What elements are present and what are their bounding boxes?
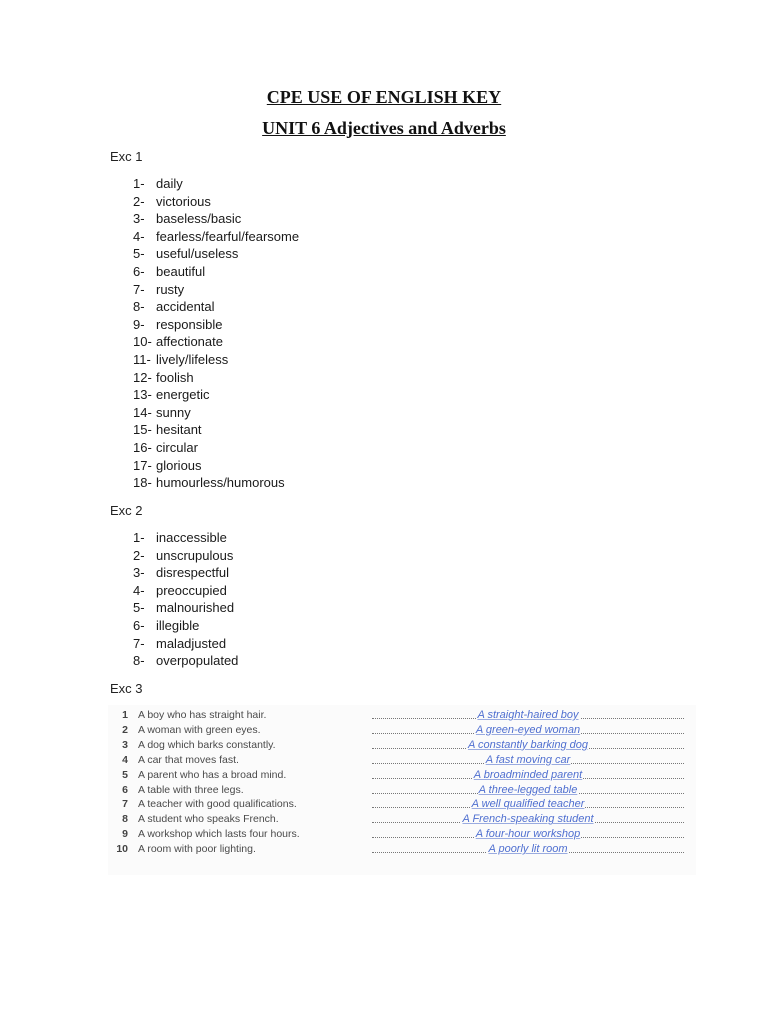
answer-number: 3- [133,211,145,227]
answer-item [133,404,299,422]
row-number: 7 [122,798,128,811]
row-prompt: A room with poor lighting. [138,843,256,856]
exercise-1-answer-list [133,175,299,492]
answer-text: A well qualified teacher [471,798,585,811]
row-number: 4 [122,753,128,766]
row-number: 10 [116,843,128,856]
answer-number: 1- [133,530,145,545]
answer-text: A green-eyed woman [475,723,581,736]
answer-item [133,617,238,635]
answer-item [133,333,299,351]
answer-text: A four-hour workshop [475,828,581,841]
answer-number: 8- [133,653,145,669]
row-prompt: A boy who has straight hair. [138,709,267,721]
document-title: CPE USE OF ENGLISH KEY [266,87,502,107]
answer-number: 4- [133,228,145,244]
answer-text: baseless/basic [156,211,242,227]
exercise-3-row [108,724,696,739]
handwritten-answer [372,828,684,840]
exercise-3-row [108,784,696,799]
answer-item [133,351,299,369]
exercise-3-label: Exc 3 [110,681,143,696]
answer-number: 2- [133,547,145,563]
answer-text: A three-legged table [478,783,578,796]
answer-number: 6- [133,263,145,279]
answer-text: sunny [156,404,191,420]
answer-number: 10- [133,334,152,350]
answer-number: 4- [133,582,145,598]
answer-item [133,582,238,600]
answer-text: beautiful [156,263,206,279]
row-number: 2 [122,723,128,736]
answer-text: malnourished [156,600,235,616]
handwritten-answer [372,754,684,766]
answer-item [133,564,238,582]
answer-number: 5- [133,600,145,616]
answer-item [133,547,238,565]
answer-text: lively/lifeless [156,351,229,367]
answer-text: A fast moving car [485,753,571,766]
row-prompt: A car that moves fast. [138,753,239,766]
unit-subtitle: UNIT 6 Adjectives and Adverbs [262,118,506,138]
row-number: 8 [122,813,128,826]
answer-text: accidental [156,299,215,315]
exercise-2-label: Exc 2 [110,503,143,518]
row-prompt: A teacher with good qualifications. [138,798,297,811]
answer-item [133,421,299,439]
row-number: 6 [122,783,128,796]
row-prompt: A workshop which lasts four hours. [138,828,300,841]
exercise-3-row [108,769,696,784]
answer-text: fearless/fearful/fearsome [156,228,300,244]
answer-text: A straight-haired boy [477,709,579,721]
row-prompt: A woman with green eyes. [138,723,261,736]
answer-item [133,175,299,193]
row-prompt: A parent who has a broad mind. [138,768,287,781]
exercise-3-row [108,798,696,813]
handwritten-answer [372,813,684,825]
handwritten-answer [372,784,684,796]
answer-item [133,635,238,653]
answer-text: maladjusted [156,635,227,651]
answer-item [133,369,299,387]
answer-text: hesitant [156,422,202,438]
row-number: 1 [122,709,128,721]
answer-text: A broadminded parent [473,768,583,781]
exercise-3-row [108,739,696,754]
answer-text: illegible [156,617,200,633]
row-number: 9 [122,828,128,841]
answer-text: rusty [156,281,185,297]
handwritten-answer [372,739,684,751]
handwritten-answer [372,769,684,781]
answer-item [133,599,238,617]
answer-number: 9- [133,316,145,332]
answer-item [133,263,299,281]
answer-text: inaccessible [156,530,227,545]
answer-text: affectionate [156,334,223,350]
exercise-3-row [108,828,696,843]
answer-number: 13- [133,387,152,403]
row-prompt: A table with three legs. [138,783,244,796]
handwritten-answer [372,798,684,810]
answer-number: 1- [133,176,145,191]
answer-text: circular [156,439,198,455]
exercise-2-answer-list [133,529,238,670]
answer-item [133,439,299,457]
answer-text: foolish [156,369,194,385]
row-number: 5 [122,768,128,781]
answer-item [133,316,299,334]
answer-number: 7- [133,281,145,297]
answer-text: humourless/humorous [156,475,285,491]
answer-text: A constantly barking dog [467,738,589,751]
answer-item [133,210,299,228]
answer-number: 7- [133,635,145,651]
answer-item [133,386,299,404]
exercise-3-row [108,754,696,769]
answer-text: useful/useless [156,246,239,262]
exercise-3-scanned-answers [108,705,696,875]
handwritten-answer [372,843,684,855]
answer-number: 16- [133,439,152,455]
answer-number: 3- [133,565,145,581]
row-prompt: A student who speaks French. [138,813,279,826]
answer-number: 14- [133,404,152,420]
exercise-3-row [108,709,696,724]
answer-item [133,193,299,211]
answer-text: overpopulated [156,653,239,669]
handwritten-answer [372,724,684,736]
row-number: 3 [122,738,128,751]
answer-number: 5- [133,246,145,262]
exercise-3-row [108,843,696,858]
answer-number: 11- [133,351,151,367]
answer-text: glorious [156,457,202,473]
answer-number: 8- [133,299,145,315]
answer-number: 6- [133,617,145,633]
answer-item [133,281,299,299]
exercise-1-label: Exc 1 [110,149,143,164]
answer-number: 15- [133,422,152,438]
handwritten-answer [372,709,684,721]
answer-item [133,298,299,316]
answer-item [133,228,299,246]
answer-text: daily [156,176,183,191]
answer-text: disrespectful [156,565,229,581]
answer-number: 18- [133,475,152,491]
answer-item [133,474,299,492]
answer-text: unscrupulous [156,547,234,563]
answer-text: victorious [156,193,211,209]
answer-number: 2- [133,193,145,209]
answer-text: responsible [156,316,223,332]
exercise-3-row [108,813,696,828]
answer-item [133,457,299,475]
answer-item [133,652,238,670]
answer-text: energetic [156,387,210,403]
answer-item [133,529,238,547]
answer-number: 12- [133,369,152,385]
answer-text: A French-speaking student [462,813,594,826]
answer-text: A poorly lit room [488,843,568,856]
answer-text: preoccupied [156,582,227,598]
answer-number: 17- [133,457,152,473]
answer-item [133,245,299,263]
row-prompt: A dog which barks constantly. [138,738,276,751]
